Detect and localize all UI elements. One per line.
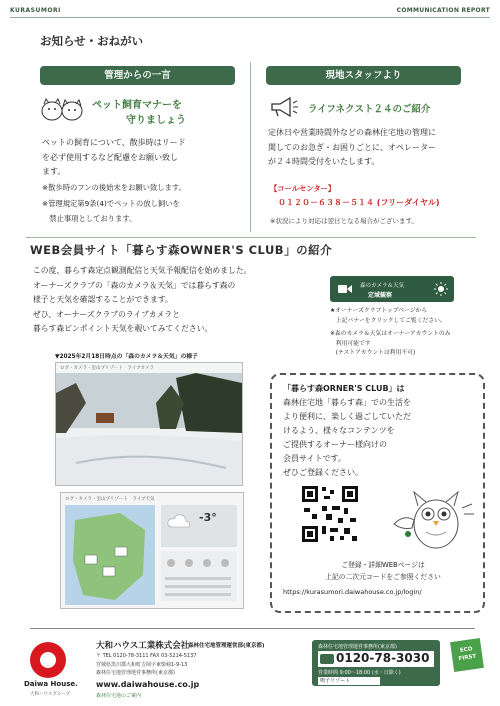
weather-panel [161,505,237,547]
weather-screenshot [60,492,244,609]
photo-caption: ▼2025年2月18日時点の「森のカメラ＆天気」の様子 [55,354,198,360]
section-divider [26,237,476,238]
club-note: ご登録・詳細WEBページは 上記の二次元コードをご参照ください [325,561,441,581]
megaphone-icon [268,96,300,118]
pet-notes: ※散歩時のフンの後始末をお願い致します。 ※管理規定第9条(4)でペットの放し飼いを 禁止事項としております。 [42,183,186,223]
section-title-notices: お知らせ・おねがい [40,34,144,48]
web-intro-paragraph: この度、暮らす森定点観測配信と天気予報配信を始めました。 オーナーズクラブの「森のカメラ＆天気」では暮らす森の 様子と天気を確認することができます。 ぜひ、オーナーズクラブのライブカメラと 暮らす森ピンポイント天気を覗いてみてください。 [33,266,252,333]
resort-name: 鳴子リゾート [318,677,380,685]
owners-club-url[interactable]: https://kurasumori.daiwahouse.co.jp/login/ [283,588,422,596]
website-link[interactable]: www.daiwahouse.co.jp [96,680,200,689]
pet-heading-1: ペット飼育マナーを [92,100,182,111]
pet-heading-2: 守りましょう [126,115,186,126]
owners-club-text: 「暮らす森ORNER'S CLUB」は 森林住宅地「暮らす森」での生活を より便利に、楽しく過ごしていただ けるよう、様々なコンテンツを ご提供するオーナー様向けの 会員サイトです。 ぜひご登録ください。 [283,384,411,477]
lifenext-heading: ライフネクスト２４のご紹介 [308,104,431,115]
eco-first-logo: ECO FIRST [450,638,484,672]
brand-name: Daiwa House. [24,680,78,688]
call-center-label: 【コールセンター】 [270,184,336,193]
pet-paragraph: ペットの飼育について、散歩時はリード を必ず使用するなど配慮をお願い致し ます。 [42,138,186,176]
banner-line-1: 森のカメラ＆天気 [360,283,405,289]
company-address: 〒 TEL 0120-78-3111 FAX 03-5214-5137 宮城県黒川郡大和町吉岡字東柴崎1-9-13 森林住宅地管理運営事務所(東京都) [96,653,197,676]
business-hours: 営業時間 9:00～18:00 (水・日除く) [318,670,401,676]
company-dept: 森林住宅地管理運営部(東京都) [188,643,265,649]
banner-line-2: 定域観察 [368,292,393,299]
owl-mascot-image [392,484,476,550]
live-camera-photo [55,362,243,486]
header-left: KURASUMORI [10,7,61,14]
sun-icon [434,282,448,296]
qr-code[interactable] [300,484,360,544]
pill-staff: 現地スタッフより [266,66,461,85]
call-center-number: ０１２０－６３８－５１４ (フリーダイヤル) [278,198,440,207]
top-header [0,0,500,26]
phone-number[interactable]: 0120-78-3030 [336,651,430,665]
video-camera-icon [338,284,352,294]
header-right: COMMUNICATION REPORT [396,7,490,14]
camera-weather-banner[interactable] [330,276,454,302]
brand-sub: 大和ハウスグループ [30,692,71,697]
footer-small: 森林住宅地のご案内 [96,693,142,699]
company-name: 大和ハウス工業株式会社 [96,641,190,651]
banner-notes: ★オーナーズクラブトップページから 上記バナーをクリックしてご覧ください。 ※森のカメラ＆天気はオーナーアカウントのみ 利用可能です (テストアカウントは利用不可) [330,308,451,356]
phone-field [318,651,434,667]
lifenext-paragraph: 定休日や営業時間外などの森林住宅地の管理に 関してのお急ぎ・お困りごとに、オペレーター が２４時間受付をいたします。 [268,128,436,166]
freedial-icon [320,654,334,664]
section-title-web: WEB会員サイト「暮らす森OWNER'S CLUB」の紹介 [30,243,333,257]
map-image [65,505,155,605]
header-divider [10,17,490,18]
forecast-panel [161,551,237,601]
cloud-icon [167,513,191,529]
photo-label: ログ・カメラ・室山プリゾート ライブカメラ [60,366,155,371]
pets-icon [40,96,84,122]
weather-label: ログ・カメラ・室山プリゾート ライブ天気 [65,497,155,502]
daiwa-house-logo [28,640,68,680]
column-divider [250,62,251,232]
temperature: -3° [199,511,217,524]
snowy-forest-image [56,373,242,485]
call-center-note: ※状況により対応は翌日となる場合がございます。 [270,217,418,225]
contact-box [312,640,440,686]
forecast-icons [161,551,237,601]
footer-divider [30,628,475,629]
pill-management: 管理からの一言 [40,66,235,85]
contact-head: 森林住宅地管理運営事務所(東京都) [318,644,397,650]
